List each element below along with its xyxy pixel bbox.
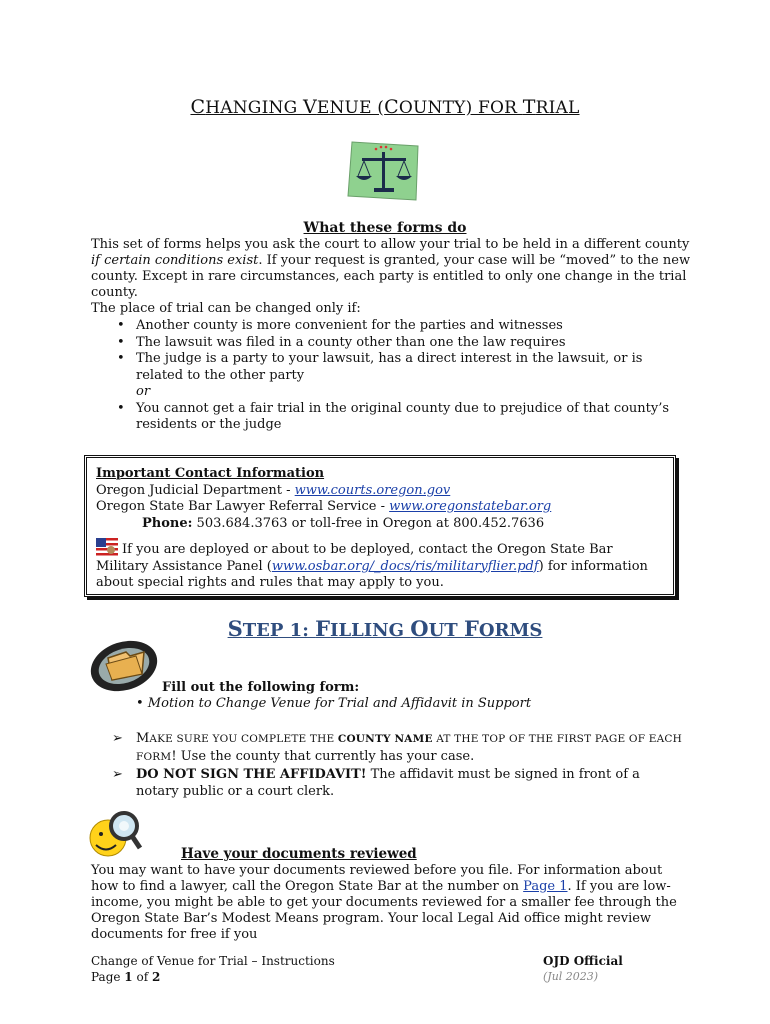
list-item: • Another county is more convenient for the parties and witnesses bbox=[117, 318, 563, 333]
folder-disc-icon bbox=[88, 638, 160, 694]
revision-date: (Jul 2023) bbox=[543, 970, 599, 983]
or-connector: or bbox=[136, 384, 151, 399]
review-paragraph: You may want to have your documents reviewed before you file. For information about how to find a lawyer, call the Oregon State Bar at the number on Page 1. If you are low-income, you might be able to get your documents reviewed for a smaller fee through the Oregon State Bar’s Modest Means program. Your local Legal Aid office might review documents for free if you bbox=[91, 863, 677, 942]
contact-heading: Important Contact Information bbox=[96, 466, 325, 481]
footer-doc-name: Change of Venue for Trial – Instructions bbox=[91, 954, 335, 968]
military-note: If you are deployed or about to be deployed, contact the Oregon State Bar Military Assistance Panel (www.osbar.org/_docs/ris/militaryflier.pdf) for information about special rights and rules that may apply to you. bbox=[96, 538, 666, 592]
instruction-county-name: ➢ MAKE SURE YOU COMPLETE THE COUNTY NAME AT THE TOP OF THE FIRST PAGE OF EACH FORM! Use the county that currently has your case. bbox=[112, 731, 682, 764]
page-1-link[interactable]: Page 1 bbox=[523, 879, 568, 894]
osb-contact: Oregon State Bar Lawyer Referral Service - www.oregonstatebar.org bbox=[96, 499, 552, 514]
review-heading: Have your documents reviewed bbox=[181, 846, 417, 862]
conditions-lead: The place of trial can be changed only if: bbox=[91, 301, 361, 316]
form-instructions bbox=[112, 730, 682, 800]
page-number: Page 1 of 2 bbox=[91, 970, 161, 984]
intro-paragraph: This set of forms helps you ask the court to allow your trial to be held in a different county if certain conditions exist. If your request is granted, your case will be “moved” to the new county. Except in rare circumstances, each party is entitled to only one change in the trial county. bbox=[91, 237, 691, 300]
footer-left bbox=[91, 953, 335, 985]
phone-line: Phone: 503.684.3763 or toll-free in Oregon at 800.452.7636 bbox=[142, 515, 545, 531]
list-item: • You cannot get a fair trial in the original county due to prejudice of that county’s residents or the judge bbox=[117, 400, 670, 432]
american-flag-icon bbox=[96, 538, 118, 556]
conditions-list bbox=[91, 318, 691, 434]
list-item: • The judge is a party to your lawsuit, has a direct interest in the lawsuit, or is related to the other party or bbox=[117, 351, 643, 399]
fill-out-heading: Fill out the following form: bbox=[162, 680, 360, 695]
instruction-do-not-sign: ➢ DO NOT SIGN THE AFFIDAVIT! The affidavit must be signed in front of a notary public or a court clerk. bbox=[112, 767, 640, 799]
magnifying-glass-smiley-icon bbox=[88, 808, 144, 862]
contact-info-box bbox=[84, 455, 676, 597]
step-1-heading: STEP 1: FILLING OUT FORMS bbox=[227, 616, 543, 641]
military-flier-link[interactable]: www.osbar.org/_docs/ris/militaryflier.pdf bbox=[271, 558, 539, 574]
section-heading: What these forms do bbox=[303, 220, 467, 236]
osb-link[interactable]: www.oregonstatebar.org bbox=[389, 499, 552, 514]
ojd-link[interactable]: www.courts.oregon.gov bbox=[294, 482, 451, 498]
scales-of-justice-icon bbox=[346, 140, 422, 202]
footer-right bbox=[543, 953, 623, 985]
page-title: CHANGING VENUE (COUNTY) FOR TRIAL bbox=[190, 96, 580, 118]
ojd-official-label: OJD Official bbox=[543, 954, 623, 968]
list-item: • The lawsuit was filed in a county other than one the law requires bbox=[117, 334, 566, 350]
form-list-item: • Motion to Change Venue for Trial and Affidavit in Support bbox=[136, 696, 532, 711]
ojd-contact: Oregon Judicial Department - www.courts.oregon.gov bbox=[96, 482, 451, 498]
